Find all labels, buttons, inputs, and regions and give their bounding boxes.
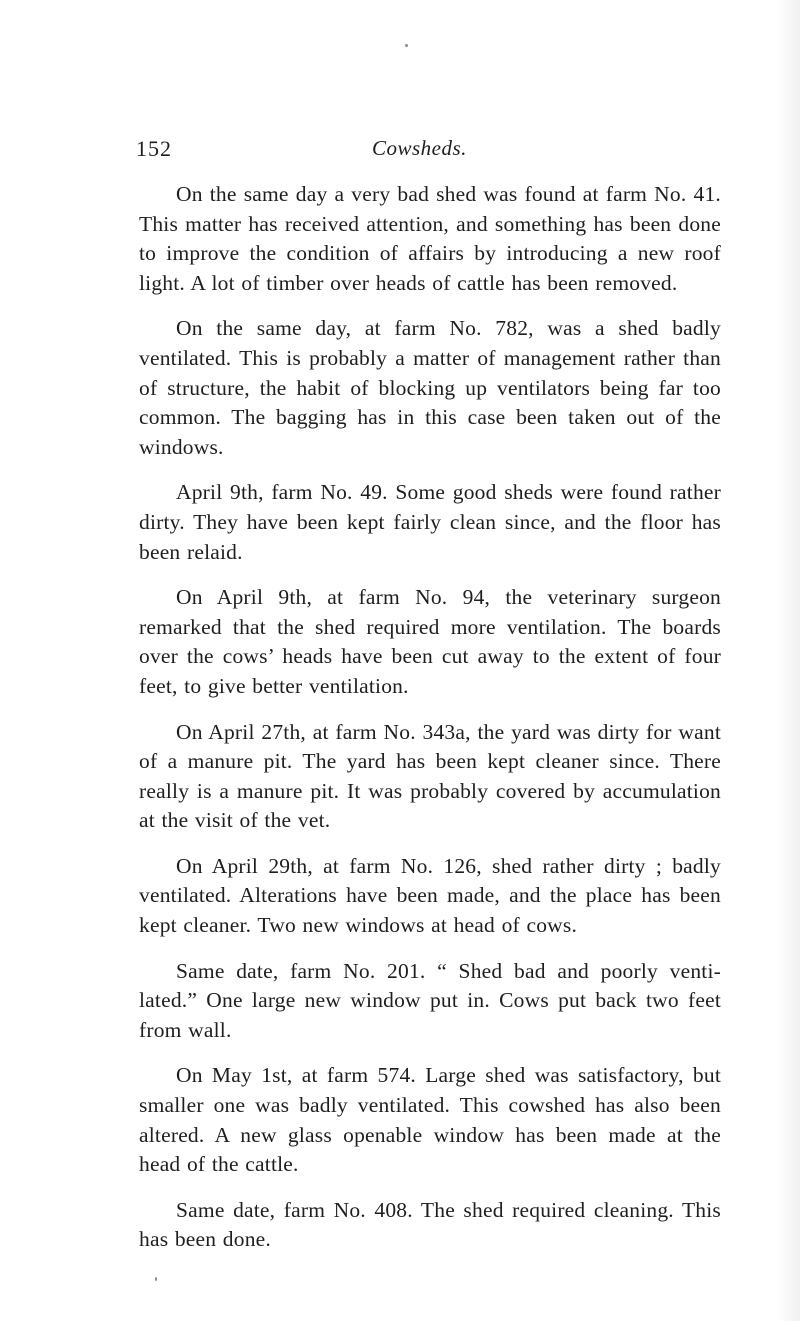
paragraph: April 9th, farm No. 49. Some good sheds were found rather dirty. They have been kept fairly clean since, and the floor has been relaid. xyxy=(139,480,721,564)
paragraph: On the same day, at farm No. 782, was a shed badly ventilated. This is probably a matter of management rather than of structure, the habit of blocking up ventilators being far too common. The bagging has in this case been taken out of the windows. xyxy=(139,316,721,459)
paper-speck xyxy=(405,44,408,47)
body-text xyxy=(139,180,721,1271)
paragraph: On April 27th, at farm No. 343a, the yard was dirty for want of a manure pit. The yard has been kept cleaner since. There really is a manure pit. It was probably covered by accumulation at the visit of the vet. xyxy=(139,719,721,833)
paragraph: Same date, farm No. 408. The shed required cleaning. This has been done. xyxy=(139,1197,721,1252)
paper-speck xyxy=(155,1277,157,1281)
page-header xyxy=(136,136,726,166)
running-head: Cowsheds. xyxy=(372,136,467,160)
paragraph: On April 29th, at farm No. 126, shed rather dirty ; badly ventilated. Alterations have been made, and the place has been kept cleaner. Two new windows at head of cows. xyxy=(139,853,721,938)
paragraph: Same date, farm No. 201. “ Shed bad and poorly venti- lated.” One large new window put in. Cows put back two feet from wall. xyxy=(139,958,721,1042)
page-number: 152 xyxy=(136,136,172,161)
paragraph: On May 1st, at farm 574. Large shed was satisfactory, but smaller one was badly ventilated. This cowshed has also been altered. A new glass openable window has been made at the head of the cattle. xyxy=(139,1063,721,1177)
paragraph: On April 9th, at farm No. 94, the veterinary surgeon remarked that the shed required more ventilation. The boards over the cows’ heads have been cut away to the extent of four feet, to give better ventilation. xyxy=(139,585,721,698)
paragraph: On the same day a very bad shed was found at farm No. 41. This matter has received attention, and something has been done to improve the condition of affairs by introducing a new roof light. A lot of timber over heads of cattle has been removed. xyxy=(139,182,721,295)
